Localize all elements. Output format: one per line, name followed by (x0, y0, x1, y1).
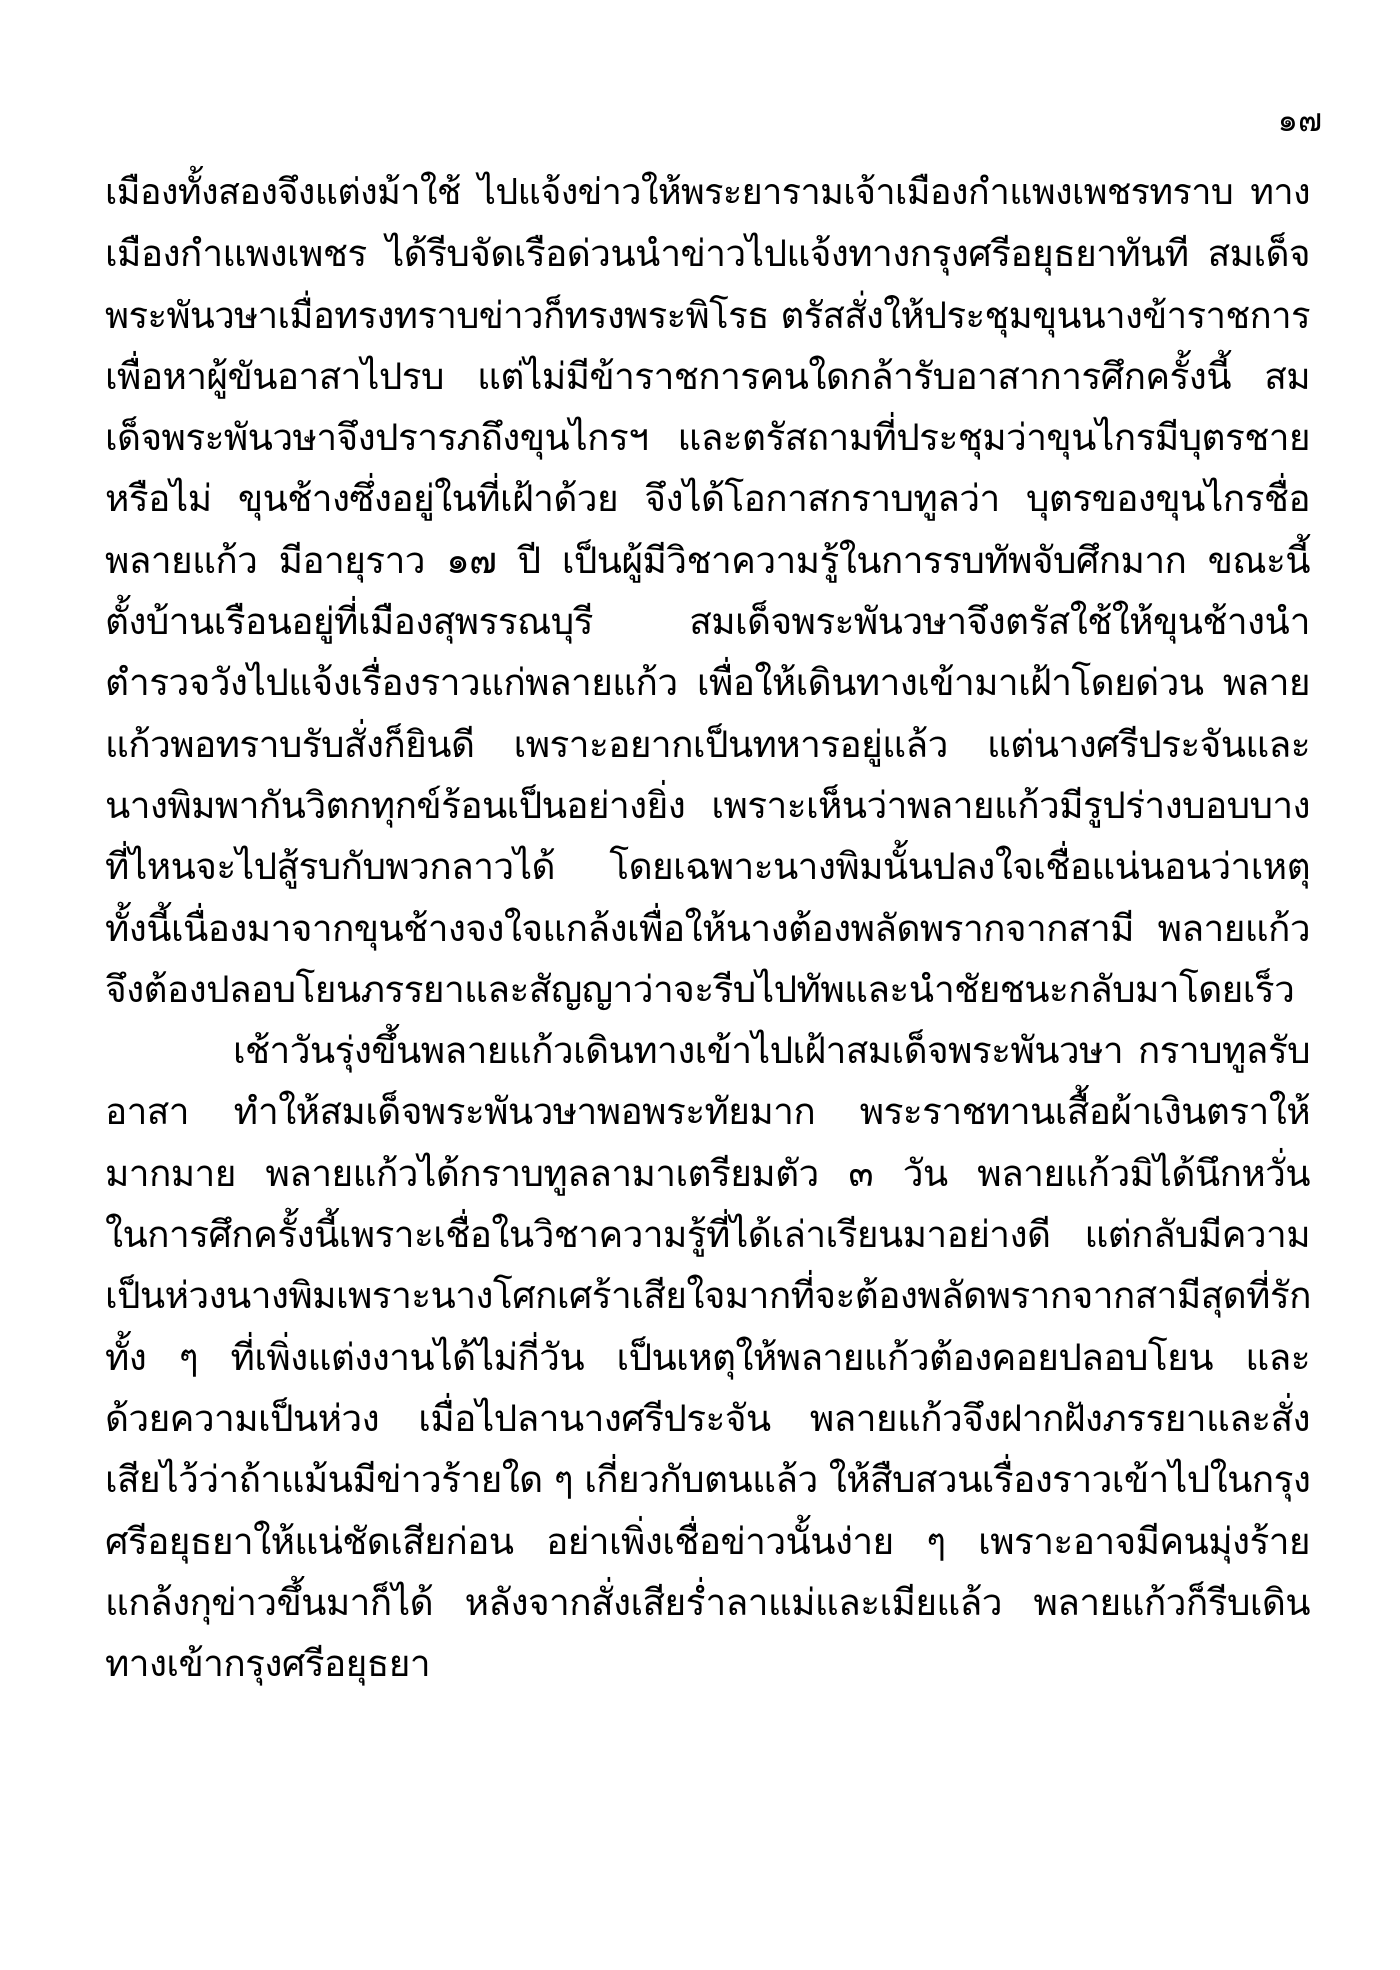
text-line: ทั้ง ๆ ที่เพิ่งแต่งงานได้ไม่กี่วัน เป็นเหตุให้พลายแก้วต้องคอยปลอบโยน และ (105, 1335, 1310, 1379)
text-line: พระพันวษาเมื่อทรงทราบข่าวก็ทรงพระพิโรธ ตรัสสั่งให้ประชุมขุนนางข้าราชการ (105, 293, 1310, 337)
text-line: เช้าวันรุ่งขึ้นพลายแก้วเดินทางเข้าไปเฝ้าสมเด็จพระพันวษา กราบทูลรับ (233, 1029, 1310, 1073)
text-line: ตั้งบ้านเรือนอยู่ที่เมืองสุพรรณบุรี สมเด็จพระพันวษาจึงตรัสใช้ให้ขุนช้างนำ (105, 600, 1310, 644)
text-line: เป็นห่วงนางพิมเพราะนางโศกเศร้าเสียใจมากที่จะต้องพลัดพรากจากสามีสุดที่รัก (105, 1274, 1311, 1318)
text-line: เมืองทั้งสองจึงแต่งม้าใช้ ไปแจ้งข่าวให้พระยารามเจ้าเมืองกำแพงเพชรทราบ ทาง (105, 172, 1310, 213)
text-line: นางพิมพากันวิตกทุกข์ร้อนเป็นอย่างยิ่ง เพราะเห็นว่าพลายแก้วมีรูปร่างบอบบาง (105, 783, 1310, 827)
text-line: จึงต้องปลอบโยนภรรยาและสัญญาว่าจะรีบไปทัพและนำชัยชนะกลับมาโดยเร็ว (105, 967, 1295, 1011)
text-line: มากมาย พลายแก้วได้กราบทูลลามาเตรียมตัว ๓ วัน พลายแก้วมิได้นึกหวั่น (105, 1151, 1310, 1195)
text-line: เพื่อหาผู้ขันอาสาไปรบ แต่ไม่มีข้าราชการคนใดกล้ารับอาสาการศึกครั้งนี้ สม (105, 354, 1310, 398)
text-line: อาสา ทำให้สมเด็จพระพันวษาพอพระทัยมาก พระราชทานเสื้อผ้าเงินตราให้ (105, 1090, 1310, 1134)
text-line: แก้วพอทราบรับสั่งก็ยินดี เพราะอยากเป็นทหารอยู่แล้ว แต่นางศรีประจันและ (105, 722, 1310, 766)
text-line: ทางเข้ากรุงศรีอยุธยา (105, 1642, 430, 1686)
text-line: ตำรวจวังไปแจ้งเรื่องราวแก่พลายแก้ว เพื่อให้เดินทางเข้ามาเฝ้าโดยด่วน พลาย (105, 661, 1310, 705)
text-line: ที่ไหนจะไปสู้รบกับพวกลาวได้ โดยเฉพาะนางพิมนั้นปลงใจเชื่อแน่นอนว่าเหตุ (105, 845, 1310, 889)
text-line: เด็จพระพันวษาจึงปรารภถึงขุนไกรฯ และตรัสถามที่ประชุมว่าขุนไกรมีบุตรชาย (105, 416, 1310, 460)
text-line: ในการศึกครั้งนี้เพราะเชื่อในวิชาความรู้ที่ได้เล่าเรียนมาอย่างดี แต่กลับมีความ (105, 1213, 1310, 1257)
body-text (105, 162, 1310, 1694)
page-number: ๑๗ (1277, 101, 1322, 139)
text-line: ทั้งนี้เนื่องมาจากขุนช้างจงใจแกล้งเพื่อให้นางต้องพลัดพรากจากสามี พลายแก้ว (105, 906, 1310, 950)
text-line: ศรีอยุธยาให้แน่ชัดเสียก่อน อย่าเพิ่งเชื่อข่าวนั้นง่าย ๆ เพราะอาจมีคนมุ่งร้าย (105, 1519, 1310, 1563)
text-line: เสียไว้ว่าถ้าแม้นมีข่าวร้ายใด ๆ เกี่ยวกับตนแล้ว ให้สืบสวนเรื่องราวเข้าไปในกรุง (105, 1458, 1311, 1502)
text-line: พลายแก้ว มีอายุราว ๑๗ ปี เป็นผู้มีวิชาความรู้ในการรบทัพจับศึกมาก ขณะนี้ (105, 538, 1310, 582)
text-line: แกล้งกุข่าวขึ้นมาก็ได้ หลังจากสั่งเสียร่ำลาแม่และเมียแล้ว พลายแก้วก็รีบเดิน (105, 1580, 1310, 1624)
text-line: เมืองกำแพงเพชร ได้รีบจัดเรือด่วนนำข่าวไปแจ้งทางกรุงศรีอยุธยาทันที สมเด็จ (105, 232, 1310, 276)
text-line: หรือไม่ ขุนช้างซึ่งอยู่ในที่เฝ้าด้วย จึงได้โอกาสกราบทูลว่า บุตรของขุนไกรชื่อ (105, 477, 1310, 521)
text-line: ด้วยความเป็นห่วง เมื่อไปลานางศรีประจัน พลายแก้วจึงฝากฝังภรรยาและสั่ง (105, 1396, 1310, 1440)
